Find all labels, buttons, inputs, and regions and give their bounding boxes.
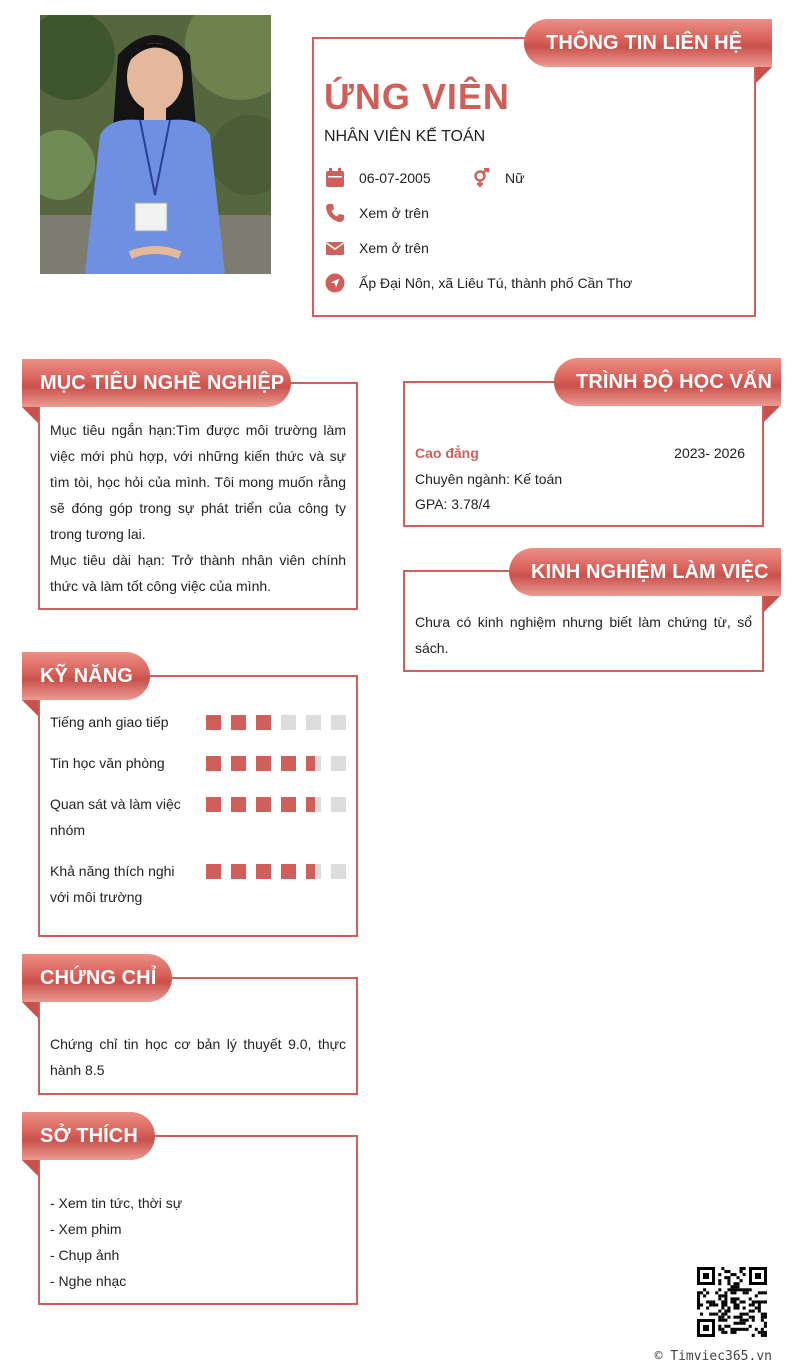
qr-code-icon <box>697 1267 767 1337</box>
skills-title: KỸ NĂNG <box>40 664 133 687</box>
skill-name: Khả năng thích nghi với môi trường <box>50 863 175 905</box>
address-row <box>325 273 632 293</box>
certificates-ribbon <box>22 954 172 1002</box>
hobby-item: - Xem phim <box>50 1221 122 1237</box>
hobbies-ribbon <box>22 1112 155 1160</box>
skill-name: Tin học văn phòng <box>50 755 165 771</box>
skill-dot <box>331 864 346 879</box>
ribbon-fold <box>22 1160 38 1176</box>
skill-row <box>50 750 350 776</box>
gender-row <box>471 168 524 188</box>
ribbon-fold <box>22 700 38 716</box>
skill-dot <box>331 756 346 771</box>
experience-ribbon <box>509 548 781 596</box>
skill-row <box>50 791 350 843</box>
email-row <box>325 238 429 258</box>
skill-row <box>50 858 350 910</box>
skill-dot <box>306 756 321 771</box>
skill-dot <box>306 797 321 812</box>
skill-dot <box>231 715 246 730</box>
skill-dot <box>331 715 346 730</box>
ribbon-fold <box>756 67 772 83</box>
gender-value: Nữ <box>505 170 525 186</box>
contact-title: THÔNG TIN LIÊN HỆ <box>546 31 743 54</box>
skill-dot <box>231 797 246 812</box>
skill-name: Quan sát và làm việc nhóm <box>50 796 181 838</box>
skill-dot <box>281 797 296 812</box>
skill-dot <box>281 715 296 730</box>
skill-dot <box>281 756 296 771</box>
skills-ribbon <box>22 652 150 700</box>
hobby-item: - Chụp ảnh <box>50 1247 120 1263</box>
address-value: Ấp Đại Nôn, xã Liêu Tú, thành phố Cần Thơ <box>359 275 633 291</box>
skill-rating <box>206 715 346 730</box>
ribbon-fold <box>22 407 38 423</box>
certificates-title: CHỨNG CHỈ <box>40 966 157 989</box>
hobby-item: - Xem tin tức, thời sự <box>50 1195 183 1211</box>
ribbon-fold <box>22 1002 38 1018</box>
ribbon-fold <box>764 596 780 612</box>
education-ribbon <box>554 358 781 406</box>
skill-dot <box>231 756 246 771</box>
skill-dot <box>306 864 321 879</box>
job-title: NHÂN VIÊN KẾ TOÁN <box>324 128 486 145</box>
skill-dot <box>256 715 271 730</box>
hobbies-box <box>38 1135 358 1305</box>
experience-title: KINH NGHIỆM LÀM VIỆC <box>531 560 769 583</box>
certificates-text: Chứng chỉ tin học cơ bản lý thuyết 9.0, thực hành 8.5 <box>50 1036 346 1078</box>
objective-long-term: Mục tiêu dài hạn: Trở thành nhân viên chính thức và làm tốt công việc của mình. <box>50 552 346 594</box>
education-school: Cao đẳng <box>415 445 479 461</box>
skill-dot <box>206 864 221 879</box>
objective-short-term: Mục tiêu ngắn hạn:Tìm được môi trường làm việc mới phù hợp, với những kiến thức và sự tìm tòi, học hỏi của mình. Tôi mong muốn rằng sẽ đóng góp trong sự phát triển của công ty trong tương lai. <box>50 422 346 542</box>
phone-row <box>325 203 429 223</box>
skill-rating <box>206 756 346 771</box>
birthday-row <box>325 168 431 188</box>
skill-row <box>50 709 350 735</box>
education-years: 2023- 2026 <box>674 445 745 461</box>
skill-dot <box>331 797 346 812</box>
skill-dot <box>206 797 221 812</box>
skill-dot <box>256 756 271 771</box>
email-value: Xem ở trên <box>359 240 429 256</box>
candidate-name: ỨNG VIÊN <box>324 76 510 117</box>
skill-rating <box>206 864 346 879</box>
objective-box <box>38 382 358 610</box>
hobby-item: - Nghe nhạc <box>50 1273 127 1289</box>
education-title: TRÌNH ĐỘ HỌC VẤN <box>576 370 773 393</box>
calendar-icon <box>325 168 345 188</box>
education-major: Chuyên ngành: Kế toán <box>415 470 563 487</box>
hobbies-title: SỞ THÍCH <box>40 1124 138 1147</box>
footer-copyright: © Timviec365.vn <box>654 1349 772 1364</box>
skill-dot <box>206 715 221 730</box>
skill-dot <box>206 756 221 771</box>
phone-value: Xem ở trên <box>359 205 429 221</box>
gender-icon <box>471 168 491 188</box>
skill-dot <box>231 864 246 879</box>
ribbon-fold <box>764 406 780 422</box>
education-gpa: GPA: 3.78/4 <box>415 496 491 512</box>
contact-ribbon <box>524 19 772 67</box>
phone-icon <box>325 203 345 223</box>
experience-text: Chưa có kinh nghiệm nhưng biết làm chứng từ, sổ sách. <box>415 614 752 656</box>
skill-dot <box>256 864 271 879</box>
mail-icon <box>325 238 345 258</box>
skill-name: Tiếng anh giao tiếp <box>50 714 169 730</box>
skill-rating <box>206 797 346 812</box>
skill-dot <box>256 797 271 812</box>
location-icon <box>325 273 345 293</box>
objective-ribbon <box>22 359 291 407</box>
objective-title: MỤC TIÊU NGHỀ NGHIỆP <box>40 371 285 394</box>
avatar-photo <box>40 15 271 274</box>
skill-dot <box>306 715 321 730</box>
birthday-value: 06-07-2005 <box>359 170 431 186</box>
skill-dot <box>281 864 296 879</box>
